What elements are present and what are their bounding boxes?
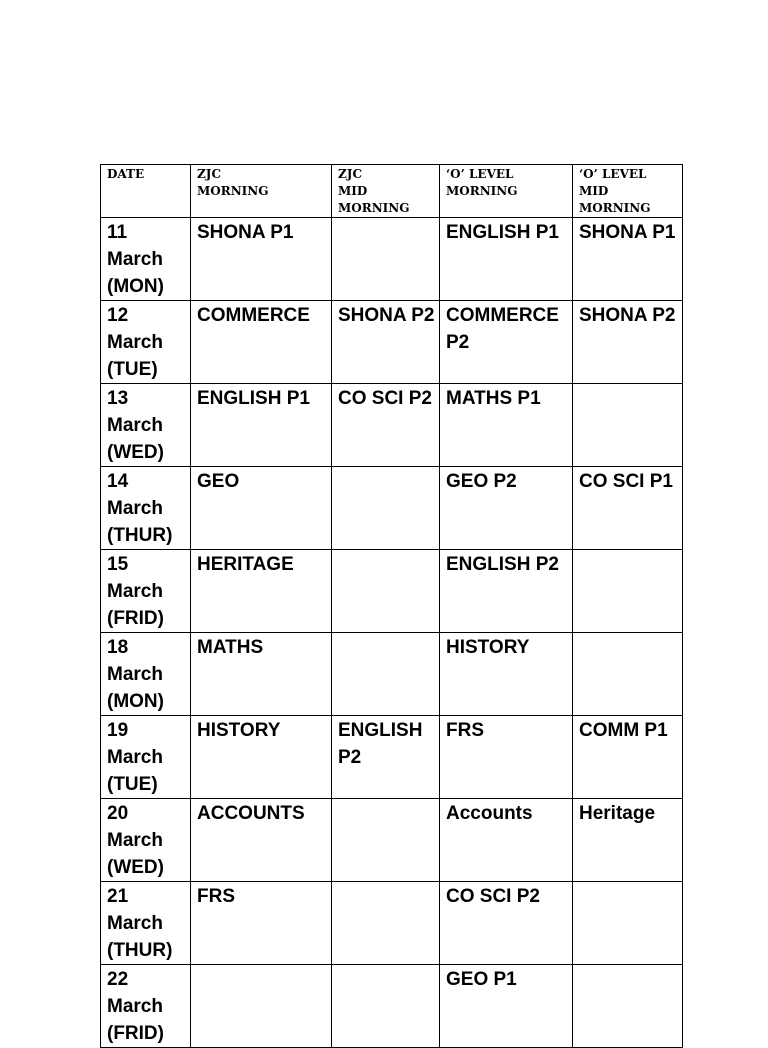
- header-line: MORNING: [446, 184, 518, 198]
- zjc-mid-morning-cell: [332, 218, 440, 301]
- header-zjc-morning: [191, 165, 332, 218]
- o-level-morning-cell: FRS: [440, 716, 573, 799]
- header-line: MORNING: [197, 184, 269, 198]
- header-zjc-mid-morning: [332, 165, 440, 218]
- zjc-morning-cell: HISTORY: [191, 716, 332, 799]
- date-day: 19: [107, 720, 129, 741]
- header-line: MORNING: [338, 201, 410, 215]
- header-row: [101, 165, 683, 218]
- table-row: [101, 218, 683, 301]
- o-level-mid-morning-cell: COMM P1: [573, 716, 683, 799]
- date-cell: [101, 467, 191, 550]
- table-row: [101, 384, 683, 467]
- exam-timetable: [100, 164, 683, 1048]
- zjc-mid-morning-cell: [332, 550, 440, 633]
- header-date-line: DATE: [107, 167, 145, 181]
- date-month: March: [107, 249, 163, 270]
- o-level-mid-morning-cell: Heritage: [573, 799, 683, 882]
- date-cell: [101, 550, 191, 633]
- zjc-mid-morning-cell: ENGLISH P2: [332, 716, 440, 799]
- o-level-mid-morning-cell: SHONA P1: [573, 218, 683, 301]
- date-cell: [101, 716, 191, 799]
- date-day: 22: [107, 969, 129, 990]
- table-row: [101, 716, 683, 799]
- date-day: 15: [107, 554, 129, 575]
- date-month: March: [107, 747, 163, 768]
- date-cell: [101, 633, 191, 716]
- zjc-morning-cell: FRS: [191, 882, 332, 965]
- date-day: 20: [107, 803, 129, 824]
- header-line: MID: [579, 184, 609, 198]
- date-weekday: (WED): [107, 442, 164, 463]
- zjc-mid-morning-cell: [332, 467, 440, 550]
- date-cell: [101, 218, 191, 301]
- date-day: 13: [107, 388, 129, 409]
- zjc-mid-morning-cell: [332, 799, 440, 882]
- date-cell: [101, 301, 191, 384]
- date-month: March: [107, 913, 163, 934]
- date-weekday: (THUR): [107, 940, 173, 961]
- header-line: ‘O’ LEVEL: [579, 167, 647, 181]
- date-weekday: (TUE): [107, 359, 158, 380]
- zjc-morning-cell: HERITAGE: [191, 550, 332, 633]
- table-row: [101, 633, 683, 716]
- date-day: 21: [107, 886, 129, 907]
- header-date: [101, 165, 191, 218]
- date-weekday: (FRID): [107, 608, 164, 629]
- o-level-mid-morning-cell: [573, 633, 683, 716]
- table-row: [101, 799, 683, 882]
- o-level-mid-morning-cell: [573, 550, 683, 633]
- date-weekday: (MON): [107, 691, 164, 712]
- o-level-mid-morning-cell: [573, 882, 683, 965]
- zjc-mid-morning-cell: CO SCI P2: [332, 384, 440, 467]
- zjc-morning-cell: SHONA P1: [191, 218, 332, 301]
- header-o-level-mid-morning: [573, 165, 683, 218]
- table-row: [101, 467, 683, 550]
- date-month: March: [107, 498, 163, 519]
- zjc-morning-cell: [191, 965, 332, 1048]
- o-level-morning-cell: GEO P1: [440, 965, 573, 1048]
- date-day: 18: [107, 637, 129, 658]
- table-row: [101, 965, 683, 1048]
- header-line: ‘O’ LEVEL: [446, 167, 514, 181]
- zjc-morning-cell: ACCOUNTS: [191, 799, 332, 882]
- date-cell: [101, 965, 191, 1048]
- date-month: March: [107, 830, 163, 851]
- zjc-mid-morning-cell: SHONA P2: [332, 301, 440, 384]
- date-weekday: (MON): [107, 276, 164, 297]
- zjc-mid-morning-cell: [332, 882, 440, 965]
- zjc-morning-cell: COMMERCE: [191, 301, 332, 384]
- date-month: March: [107, 581, 163, 602]
- timetable-header: [101, 165, 683, 218]
- table-row: [101, 882, 683, 965]
- header-line: ZJC: [197, 167, 221, 181]
- date-weekday: (THUR): [107, 525, 173, 546]
- o-level-mid-morning-cell: SHONA P2: [573, 301, 683, 384]
- o-level-morning-cell: HISTORY: [440, 633, 573, 716]
- date-weekday: (WED): [107, 857, 164, 878]
- o-level-morning-cell: GEO P2: [440, 467, 573, 550]
- date-cell: [101, 799, 191, 882]
- date-month: March: [107, 415, 163, 436]
- header-line: MORNING: [579, 201, 651, 215]
- date-weekday: (TUE): [107, 774, 158, 795]
- header-o-level-morning: [440, 165, 573, 218]
- o-level-mid-morning-cell: [573, 384, 683, 467]
- date-cell: [101, 882, 191, 965]
- zjc-morning-cell: ENGLISH P1: [191, 384, 332, 467]
- date-weekday: (FRID): [107, 1023, 164, 1044]
- zjc-morning-cell: GEO: [191, 467, 332, 550]
- o-level-mid-morning-cell: CO SCI P1: [573, 467, 683, 550]
- table-row: [101, 301, 683, 384]
- o-level-morning-cell: Accounts: [440, 799, 573, 882]
- o-level-morning-cell: CO SCI P2: [440, 882, 573, 965]
- o-level-morning-cell: ENGLISH P2: [440, 550, 573, 633]
- header-line: ZJC: [338, 167, 362, 181]
- date-day: 11: [107, 222, 128, 243]
- date-day: 14: [107, 471, 129, 492]
- o-level-morning-cell: ENGLISH P1: [440, 218, 573, 301]
- zjc-mid-morning-cell: [332, 965, 440, 1048]
- date-month: March: [107, 332, 163, 353]
- date-month: March: [107, 996, 163, 1017]
- date-cell: [101, 384, 191, 467]
- table-row: [101, 550, 683, 633]
- o-level-morning-cell: MATHS P1: [440, 384, 573, 467]
- zjc-mid-morning-cell: [332, 633, 440, 716]
- date-month: March: [107, 664, 163, 685]
- o-level-morning-cell: COMMERCE P2: [440, 301, 573, 384]
- header-line: MID: [338, 184, 368, 198]
- timetable-body: [101, 218, 683, 1048]
- o-level-mid-morning-cell: [573, 965, 683, 1048]
- zjc-morning-cell: MATHS: [191, 633, 332, 716]
- date-day: 12: [107, 305, 129, 326]
